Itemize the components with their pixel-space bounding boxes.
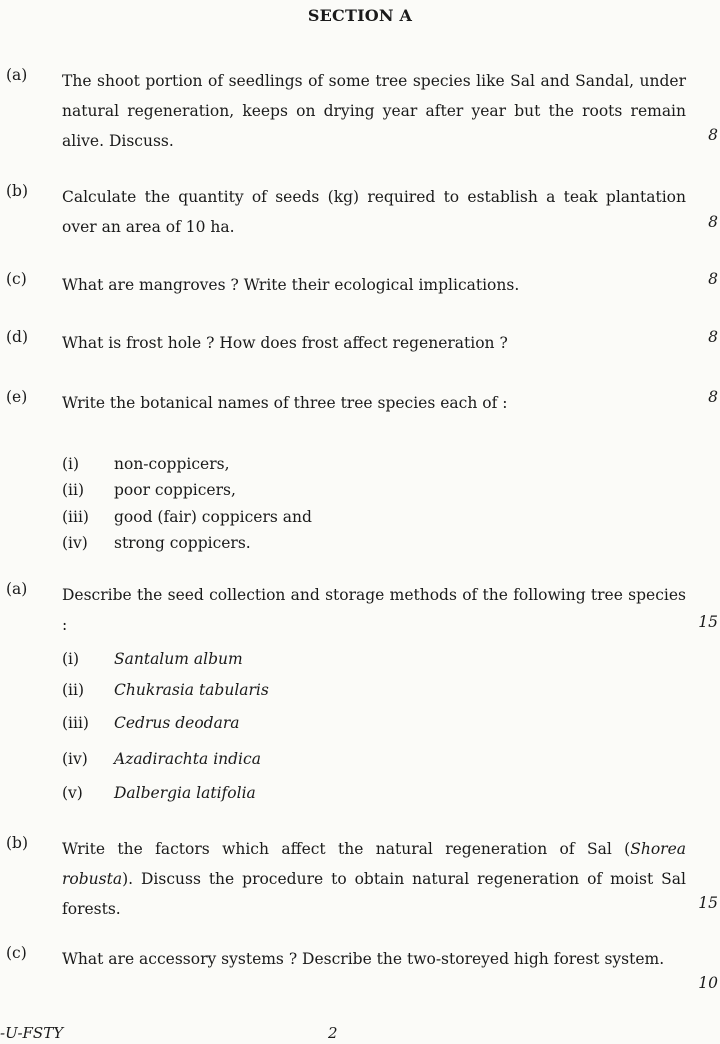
question-text: Write the botanical names of three tree species each of : <box>62 394 508 412</box>
question-label: (c) <box>6 270 27 288</box>
sub-item-text: Santalum album <box>114 650 243 668</box>
question-text: Describe the seed collection and storage methods of the following tree species : <box>62 586 686 634</box>
sub-item-text: non-coppicers, <box>114 455 230 473</box>
question-text: The shoot portion of seedlings of some tree species like Sal and Sandal, under natural regeneration, keeps on drying year after year but the roots remain alive. Discuss. <box>62 72 686 150</box>
section-title: SECTION A <box>307 6 413 25</box>
question-text-part: Write the factors which affect the natural regeneration of Sal ( <box>62 840 631 858</box>
question-label: (b) <box>6 834 29 852</box>
sub-item-number: (iv) <box>62 750 88 768</box>
sub-item-text: poor coppicers, <box>114 481 236 499</box>
sub-item-text: Cedrus deodara <box>114 714 240 732</box>
question-text-part: ). Discuss the procedure to obtain natural regeneration of moist Sal forests. <box>62 870 686 918</box>
question-marks: 8 <box>708 328 718 346</box>
sub-item-number: (ii) <box>62 681 85 699</box>
question-label: (a) <box>6 66 28 84</box>
question-text: Calculate the quantity of seeds (kg) required to establish a teak plantation over an area of 10 ha. <box>62 188 686 236</box>
sub-item-text: good (fair) coppicers and <box>114 508 312 526</box>
sub-item-number: (ii) <box>62 481 85 499</box>
sub-item-number: (iii) <box>62 714 89 732</box>
question-label: (e) <box>6 388 28 406</box>
sub-item-text: Dalbergia latifolia <box>114 784 256 802</box>
question-text: What are accessory systems ? Describe the two-storeyed high forest system. <box>62 950 665 968</box>
paper-code: -U-FSTY <box>0 1024 64 1042</box>
sub-item-number: (i) <box>62 455 80 473</box>
page-number: 2 <box>328 1024 338 1042</box>
sub-item-number: (iii) <box>62 508 89 526</box>
question-marks: 8 <box>708 388 718 406</box>
question-label: (d) <box>6 328 29 346</box>
question-marks: 15 <box>698 894 718 912</box>
sub-item-number: (v) <box>62 784 83 802</box>
question-marks: 8 <box>708 213 718 231</box>
question-marks: 15 <box>698 613 718 631</box>
question-text <box>62 834 686 924</box>
sub-item-text: strong coppicers. <box>114 534 251 552</box>
question-marks: 8 <box>708 270 718 288</box>
question-text: What are mangroves ? Write their ecological implications. <box>62 276 520 294</box>
sub-item-text: Chukrasia tabularis <box>114 681 269 699</box>
question-text: What is frost hole ? How does frost affect regeneration ? <box>62 334 508 352</box>
species-name: Shorea robusta <box>62 840 686 888</box>
question-label: (b) <box>6 182 29 200</box>
sub-item-text: Azadirachta indica <box>114 750 261 768</box>
question-label: (a) <box>6 580 28 598</box>
question-marks: 10 <box>698 974 718 992</box>
question-marks: 8 <box>708 126 718 144</box>
question-label: (c) <box>6 944 27 962</box>
sub-item-number: (iv) <box>62 534 88 552</box>
sub-item-number: (i) <box>62 650 80 668</box>
